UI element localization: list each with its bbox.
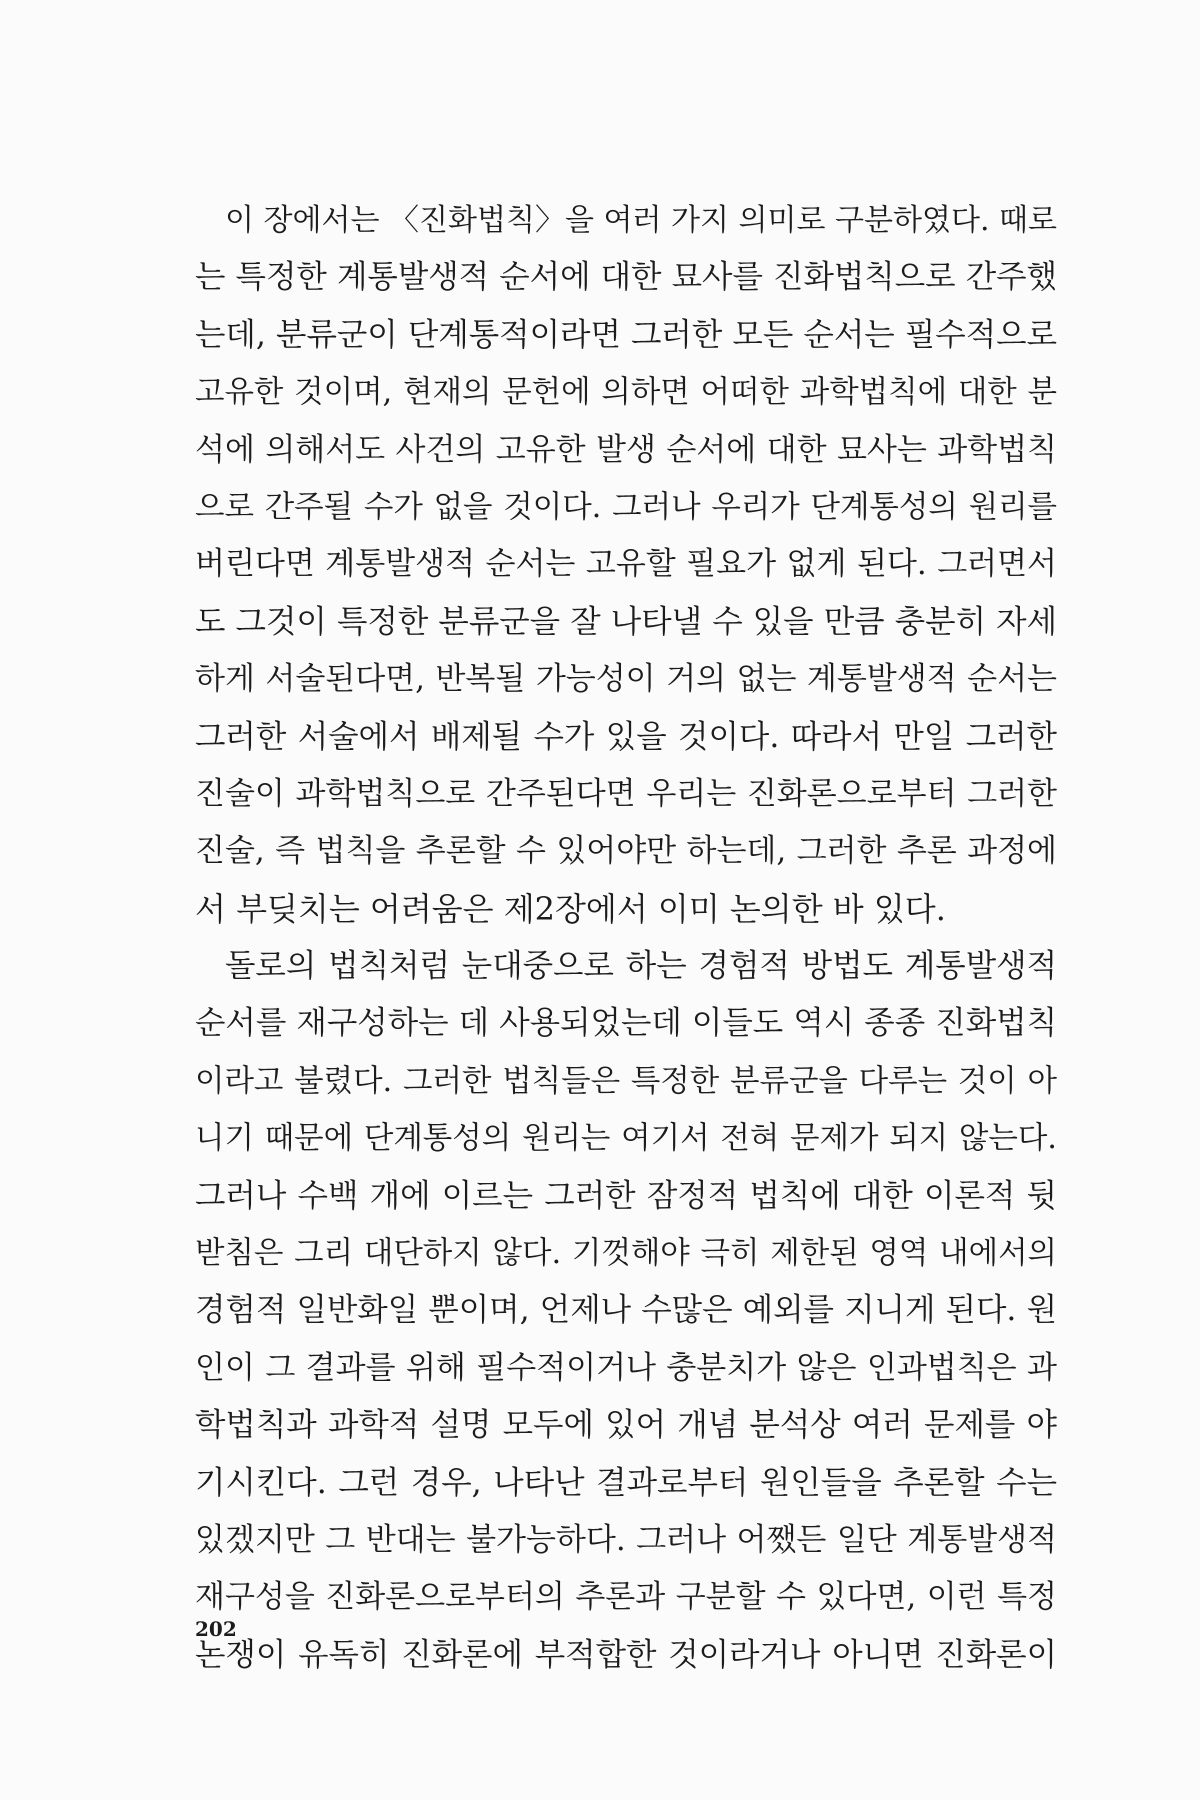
text-line: 논쟁이 유독히 진화론에 부적합한 것이라거나 아니면 진화론이 — [195, 1636, 1057, 1673]
body-text — [195, 192, 1057, 1684]
text-line: 인이 그 결과를 위해 필수적이거나 충분치가 않은 인과법칙은 과 — [195, 1349, 1057, 1386]
text-line: 고유한 것이며, 현재의 문헌에 의하면 어떠한 과학법칙에 대한 분 — [195, 375, 1057, 411]
text-line: 도 그것이 특정한 분류군을 잘 나타낼 수 있을 만큼 충분히 자세 — [195, 603, 1057, 640]
page-number: 202 — [195, 1617, 237, 1641]
text-line: 석에 의해서도 사건의 고유한 발생 순서에 대한 묘사는 과학법칙 — [195, 431, 1057, 468]
text-line: 돌로의 법칙처럼 눈대중으로 하는 경험적 방법도 계통발생적 — [225, 948, 1057, 985]
text-line: 서 부딪치는 어려움은 제2장에서 이미 논의한 바 있다. — [195, 889, 946, 928]
text-line: 는 특정한 계통발생적 순서에 대한 묘사를 진화법칙으로 간주했 — [195, 259, 1057, 296]
text-line: 하게 서술된다면, 반복될 가능성이 거의 없는 계통발생적 순서는 — [195, 661, 1057, 698]
text-line: 있겠지만 그 반대는 불가능하다. 그러나 어쨌든 일단 계통발생적 — [195, 1521, 1057, 1558]
text-line: 니기 때문에 단계통성의 원리는 여기서 전혀 문제가 되지 않는다. — [195, 1121, 1057, 1157]
text-line: 받침은 그리 대단하지 않다. 기껏해야 극히 제한된 영역 내에서의 — [195, 1236, 1057, 1272]
text-line: 기시킨다. 그런 경우, 나타난 결과로부터 원인들을 추론할 수는 — [195, 1464, 1057, 1501]
text-line: 순서를 재구성하는 데 사용되었는데 이들도 역시 종종 진화법칙 — [195, 1005, 1057, 1042]
text-line: 경험적 일반화일 뿐이며, 언제나 수많은 예외를 지니게 된다. 원 — [195, 1292, 1057, 1329]
text-line: 이라고 불렸다. 그러한 법칙들은 특정한 분류군을 다루는 것이 아 — [195, 1063, 1057, 1099]
text-line: 진술이 과학법칙으로 간주된다면 우리는 진화론으로부터 그러한 — [195, 775, 1057, 812]
text-line: 재구성을 진화론으로부터의 추론과 구분할 수 있다면, 이런 특정 — [195, 1579, 1057, 1616]
text-line: 으로 간주될 수가 없을 것이다. 그러나 우리가 단계통성의 원리를 — [195, 489, 1057, 525]
text-line: 학법칙과 과학적 설명 모두에 있어 개념 분석상 여러 문제를 야 — [195, 1407, 1057, 1444]
text-line: 그러나 수백 개에 이르는 그러한 잠정적 법칙에 대한 이론적 뒷 — [195, 1177, 1057, 1214]
text-line: 버린다면 계통발생적 순서는 고유할 필요가 없게 된다. 그러면서 — [195, 546, 1057, 583]
text-line: 진술, 즉 법칙을 추론할 수 있어야만 하는데, 그러한 추론 과정에 — [195, 833, 1057, 870]
text-line: 그러한 서술에서 배제될 수가 있을 것이다. 따라서 만일 그러한 — [195, 718, 1057, 755]
text-line: 이 장에서는 〈진화법칙〉을 여러 가지 의미로 구분하였다. 때로 — [225, 203, 1057, 238]
text-line: 는데, 분류군이 단계통적이라면 그러한 모든 순서는 필수적으로 — [195, 316, 1057, 353]
